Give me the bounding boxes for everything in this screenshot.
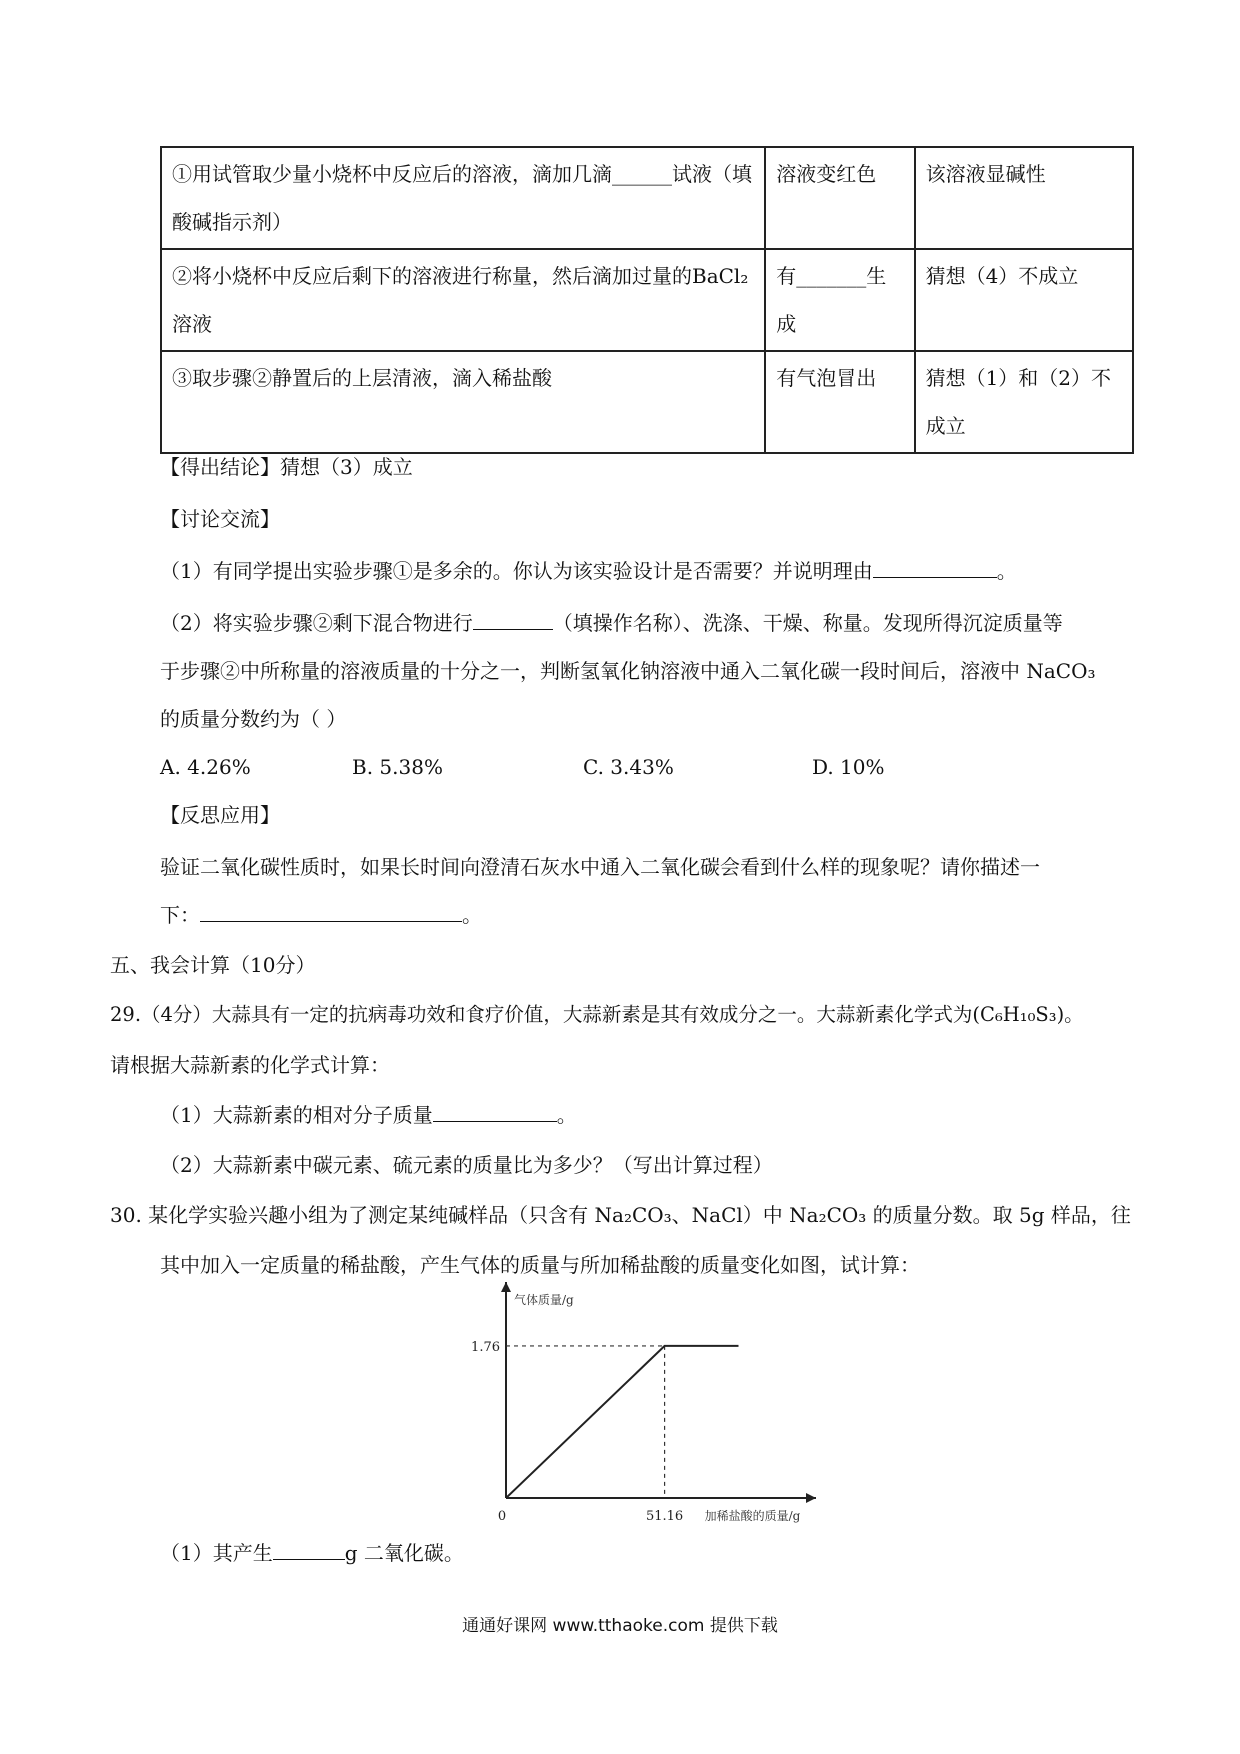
question-29-part-1-text: （1）大蒜新素的相对分子质量 (160, 1103, 433, 1127)
x-tick-label: 51.16 (645, 1509, 684, 1524)
reflection-heading: 【反思应用】 (160, 803, 280, 827)
option-d: D. 10% (812, 755, 885, 779)
table-cell-conclusion: 猜想（1）和（2）不成立 (915, 351, 1133, 453)
reflection-line-1: 验证二氧化碳性质时，如果长时间向澄清石灰水中通入二氧化碳会看到什么样的现象呢？请你描述一 (160, 855, 1040, 879)
table-cell-step: ②将小烧杯中反应后剩下的溶液进行称量，然后滴加过量的BaCl₂溶液 (161, 249, 765, 351)
table-cell-conclusion: 该溶液显碱性 (915, 147, 1133, 249)
reflection-line-2 (160, 900, 482, 930)
table-cell-step: ①用试管取少量小烧杯中反应后的溶液，滴加几滴______试液（填酸碱指示剂） (161, 147, 765, 249)
option-c: C. 3.43% (583, 755, 674, 779)
x-axis-arrow (806, 1493, 816, 1503)
answer-blank[interactable] (873, 557, 997, 578)
table-cell-phenomenon: 溶液变红色 (765, 147, 914, 249)
discussion-item-2-line3: 的质量分数约为（ ） (160, 707, 347, 731)
option-b: B. 5.38% (352, 755, 443, 779)
question-29-line-1: 29.（4分）大蒜具有一定的抗病毒功效和食疗价值，大蒜新素是其有效成分之一。大蒜新素化学式为(C₆H₁₀S₃)。 (110, 1003, 1084, 1026)
section-heading: 五、我会计算（10分） (110, 953, 316, 977)
punctuation: 。 (462, 903, 482, 927)
discussion-item-2 (160, 608, 1063, 638)
answer-blank[interactable] (200, 901, 462, 922)
table-cell-phenomenon: 有气泡冒出 (765, 351, 914, 453)
discussion-item-2-text-b: （填操作名称）、洗涤、干燥、称量。发现所得沉淀质量等 (552, 611, 1063, 635)
question-29-line-2: 请根据大蒜新素的化学式计算： (110, 1053, 390, 1077)
answer-blank[interactable] (473, 609, 553, 630)
table-row (161, 147, 1133, 249)
discussion-item-2-line2: 于步骤②中所称量的溶液质量的十分之一，判断氢氧化钠溶液中通入二氧化碳一段时间后，溶液中 NaCO₃ (160, 659, 1096, 683)
question-30-line-2: 其中加入一定质量的稀盐酸，产生气体的质量与所加稀盐酸的质量变化如图，试计算： (160, 1253, 920, 1277)
conclusion-heading: 【得出结论】猜想（3）成立 (160, 455, 413, 479)
table-row (161, 351, 1133, 453)
reflection-line-2-text: 下： (160, 903, 200, 927)
option-a: A. 4.26% (160, 755, 251, 779)
table-cell-conclusion: 猜想（4）不成立 (915, 249, 1133, 351)
x-axis-label: 加稀盐酸的质量/g (704, 1509, 801, 1523)
y-axis-arrow (501, 1282, 511, 1292)
discussion-heading: 【讨论交流】 (160, 507, 280, 531)
question-30-part-1-text: （1）其产生 (160, 1541, 273, 1565)
question-29-part-2: （2）大蒜新素中碳元素、硫元素的质量比为多少？（写出计算过程） (160, 1153, 773, 1177)
punctuation: 。 (996, 559, 1017, 583)
experiment-table (160, 146, 1134, 454)
y-axis-label: 气体质量/g (514, 1293, 574, 1307)
discussion-item-1-text: （1）有同学提出实验步骤①是多余的。你认为该实验设计是否需要？并说明理由 (160, 559, 873, 583)
series-line (506, 1346, 739, 1498)
table-cell-phenomenon: 有_______生成 (765, 249, 914, 351)
question-30-part-1 (160, 1538, 464, 1568)
y-tick-label: 1.76 (471, 1339, 500, 1355)
question-30-part-1-text-b: g 二氧化碳。 (344, 1541, 464, 1565)
question-29-part-1 (160, 1100, 577, 1130)
punctuation: 。 (556, 1103, 577, 1127)
table-row (161, 249, 1133, 351)
answer-blank[interactable] (433, 1101, 557, 1122)
table-cell-step: ③取步骤②静置后的上层清液，滴入稀盐酸 (161, 351, 765, 453)
question-30-line-1: 30. 某化学实验兴趣小组为了测定某纯碱样品（只含有 Na₂CO₃、NaCl）中 Na₂CO₃ 的质量分数。取 5g 样品，往 (110, 1203, 1131, 1227)
footer-text: 通通好课网 www.tthaoke.com 提供下载 (462, 1616, 778, 1636)
gas-mass-chart (471, 1276, 826, 1524)
answer-blank[interactable] (273, 1539, 345, 1560)
x-tick-label: 0 (497, 1509, 507, 1524)
discussion-item-1 (160, 556, 1017, 586)
discussion-item-2-text-a: （2）将实验步骤②剩下混合物进行 (160, 611, 473, 635)
